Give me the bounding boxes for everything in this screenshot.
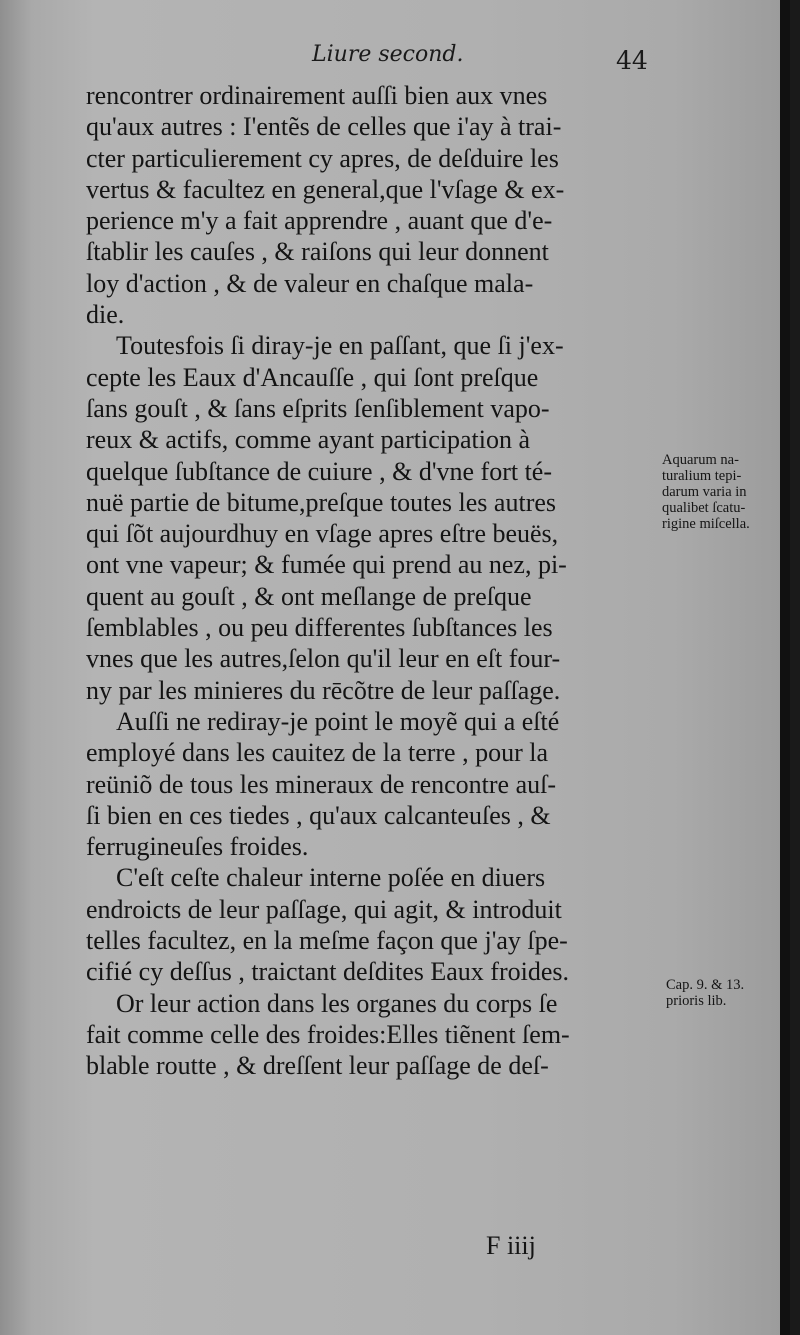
text-line: reüniõ de tous les mineraux de rencontre auſ- xyxy=(86,769,556,799)
text-line: rencontrer ordinairement auſſi bien aux vnes xyxy=(86,81,548,110)
text-line: vertus & facultez en general,que l'vſage & ex- xyxy=(86,174,565,204)
text-line: cifié cy deſſus , traictant deſdites Eaux froides. xyxy=(86,957,569,987)
text-line: nuë partie de bitume,preſque toutes les autres xyxy=(86,487,557,517)
text-line: endroicts de leur paſſage, qui agit, & introduit xyxy=(86,894,562,924)
text-line: Auſſi ne rediray-je point le moyẽ qui a eſté xyxy=(116,706,560,736)
text-line: ſi bien en ces tiedes , qu'aux calcanteuſes , & xyxy=(86,800,551,830)
margin-note-line: qualibet ſcatu- xyxy=(662,500,746,516)
text-line: quent au gouſt , & ont meſlange de preſque xyxy=(86,581,532,611)
text-line: ferrugineuſes froides. xyxy=(86,832,309,862)
running-title: Liure second. xyxy=(312,42,464,67)
page-header xyxy=(0,40,790,80)
text-line: ſans gouſt , & ſans eſprits ſenſiblement vapo- xyxy=(86,393,550,423)
margin-note-line: darum varia in xyxy=(662,484,747,500)
margin-note-aquarum xyxy=(662,452,750,532)
text-line: vnes que les autres,ſelon qu'il leur en eſt four- xyxy=(86,644,561,674)
text-line: Toutesfois ſi diray-je en paſſant, que ſi j'ex- xyxy=(116,331,564,361)
text-line: ſtablir les cauſes , & raiſons qui leur donnent xyxy=(86,237,549,267)
signature-mark: F iiij xyxy=(486,1231,536,1260)
margin-note-line: Cap. 9. & 13. xyxy=(666,977,745,993)
text-line: ont vne vapeur; & fumée qui prend au nez, pi- xyxy=(86,550,567,580)
text-line: Or leur action dans les organes du corps ſe xyxy=(116,988,558,1018)
margin-note-line: rigine miſcella. xyxy=(662,516,750,532)
text-line: qu'aux autres : I'entẽs de celles que i'ay à trai- xyxy=(86,112,562,142)
text-line: ny par les minieres du rēcõtre de leur paſſage. xyxy=(86,675,561,705)
margin-note-line: Aquarum na- xyxy=(662,452,739,468)
text-line: blable routte , & dreſſent leur paſſage de deſ- xyxy=(86,1051,549,1081)
text-line: quelque ſubſtance de cuiure , & d'vne fort té- xyxy=(86,456,553,486)
margin-note-line: prioris lib. xyxy=(666,993,727,1009)
margin-note-chapter-reference xyxy=(666,977,744,1009)
body-text xyxy=(86,80,666,1082)
text-line: qui ſõt aujourdhuy en vſage apres eſtre beuës, xyxy=(86,519,559,549)
text-line: ſemblables , ou peu differentes ſubſtances les xyxy=(86,613,553,643)
text-line: cter particulierement cy apres, de deſduire les xyxy=(86,143,559,173)
text-line: perience m'y a fait apprendre , auant que d'e- xyxy=(86,206,553,236)
page-number: 44 xyxy=(616,46,648,75)
text-line: cepte les Eaux d'Ancauſſe , qui ſont preſque xyxy=(86,362,539,392)
text-line: C'eſt ceſte chaleur interne poſée en diuers xyxy=(116,863,546,893)
text-line: reux & actifs, comme ayant participation à xyxy=(86,425,530,455)
text-line: die. xyxy=(86,300,125,330)
text-line: loy d'action , & de valeur en chaſque mala- xyxy=(86,268,534,298)
text-line: telles facultez, en la meſme façon que j'ay ſpe- xyxy=(86,926,568,956)
text-line: employé dans les cauitez de la terre , pour la xyxy=(86,738,549,768)
text-line: fait comme celle des froides:Elles tiẽnent ſem- xyxy=(86,1019,570,1049)
page-edge xyxy=(780,0,790,1335)
margin-note-line: turalium tepi- xyxy=(662,468,742,484)
